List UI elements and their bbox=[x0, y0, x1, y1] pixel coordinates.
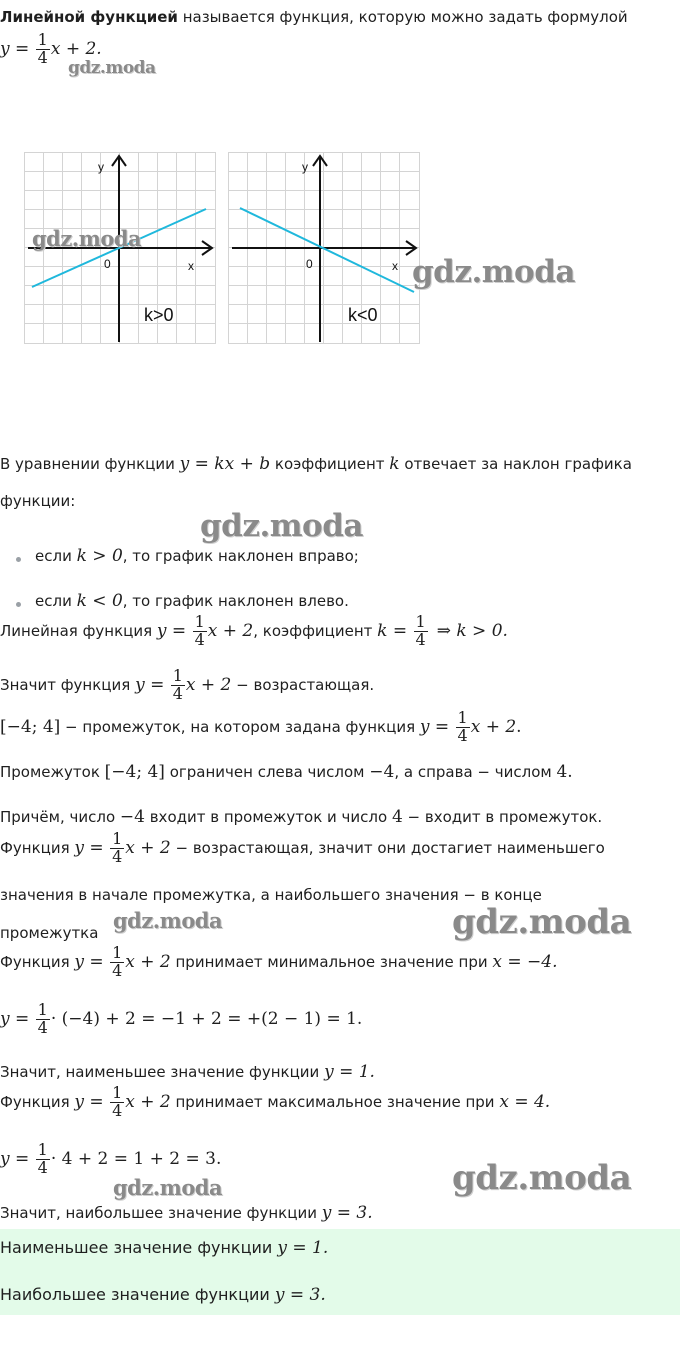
fraction bbox=[171, 668, 185, 703]
step-text: − входит в промежуток. bbox=[402, 808, 603, 826]
math: [−4; 4] bbox=[0, 716, 61, 737]
fraction-num: 1 bbox=[112, 943, 123, 962]
answer-min bbox=[0, 1238, 328, 1258]
fraction-den: 4 bbox=[415, 629, 426, 649]
slope-text: коэффициент bbox=[270, 455, 390, 473]
bullet-text: , то график наклонен влево. bbox=[122, 592, 349, 610]
watermark: gdz.moda bbox=[412, 254, 575, 290]
step-7 bbox=[0, 945, 558, 980]
step-text: принимает минимальное значение при bbox=[170, 952, 493, 971]
step-text: принимает максимальное значение при bbox=[170, 1092, 500, 1111]
bullet-dot bbox=[16, 557, 21, 562]
step-text: − возрастающая, значит они достагиет наименьшего bbox=[170, 838, 605, 857]
math: [−4; 4] bbox=[104, 762, 165, 782]
step-9 bbox=[0, 1062, 375, 1082]
step-5 bbox=[0, 807, 602, 827]
step-text: входит в промежуток и число bbox=[144, 808, 392, 826]
axis-y-label: y bbox=[98, 160, 104, 174]
watermark: gdz.moda bbox=[32, 226, 142, 251]
bullet-dot bbox=[16, 602, 21, 607]
step-text: Значит, наибольшее значение функции bbox=[0, 1204, 322, 1222]
fraction-den: 4 bbox=[194, 629, 205, 649]
intro-text: называется функция, которую можно задать формулой bbox=[177, 8, 628, 26]
axis-x-label: x bbox=[392, 259, 398, 273]
step-text: Функция bbox=[0, 838, 75, 857]
step-4 bbox=[0, 762, 573, 782]
origin-label: 0 bbox=[306, 257, 313, 271]
axis-y-label: y bbox=[302, 160, 308, 174]
math: y = bbox=[419, 716, 455, 737]
step-text: Функция bbox=[0, 952, 75, 971]
math: y = bbox=[156, 620, 192, 641]
step-text: Функция bbox=[0, 1092, 75, 1111]
step-6 bbox=[0, 831, 605, 866]
step-text: ограничен слева числом bbox=[164, 763, 370, 781]
math: x = −4. bbox=[492, 951, 558, 972]
step-text: Значит, наименьшее значение функции bbox=[0, 1063, 325, 1081]
intro-bold: Линейной функцией bbox=[0, 8, 178, 26]
fraction bbox=[110, 831, 124, 866]
formula-lhs: y = bbox=[0, 38, 35, 59]
step-12 bbox=[0, 1203, 373, 1223]
math: y = bbox=[74, 1091, 110, 1112]
step-text: Промежуток bbox=[0, 763, 105, 781]
math: 4. bbox=[556, 762, 573, 782]
answer-text: Наименьшее значение функции bbox=[0, 1238, 278, 1257]
fraction bbox=[414, 614, 428, 649]
step-text: − промежуток, на котором задана функция bbox=[60, 717, 420, 736]
fraction bbox=[110, 945, 124, 980]
slope-text: В уравнении функции bbox=[0, 455, 180, 473]
watermark: gdz.moda bbox=[200, 508, 363, 544]
fraction-num: 1 bbox=[194, 612, 205, 631]
step-10 bbox=[0, 1085, 550, 1120]
fraction bbox=[456, 710, 470, 745]
math: x + 2 bbox=[125, 837, 171, 858]
formula-rhs: x + 2. bbox=[50, 38, 102, 59]
math: y = 3. bbox=[274, 1285, 326, 1305]
fraction-den: 4 bbox=[172, 683, 183, 703]
step-text: Линейная функция bbox=[0, 621, 157, 640]
bullet-text: если bbox=[35, 592, 77, 610]
fraction-num: 1 bbox=[457, 708, 468, 727]
math: −4 bbox=[119, 807, 145, 827]
slope-k: k bbox=[389, 454, 400, 474]
fraction-den: 4 bbox=[37, 1017, 48, 1037]
fraction bbox=[193, 614, 207, 649]
math: x + 2 bbox=[470, 716, 517, 737]
step-8 bbox=[0, 1002, 362, 1037]
intro-line bbox=[0, 8, 628, 26]
graph-label: k>0 bbox=[144, 305, 174, 325]
math: y = 1. bbox=[324, 1062, 375, 1082]
step-text: Причём, число bbox=[0, 808, 120, 826]
math: y = bbox=[74, 837, 110, 858]
bullet-condition: k < 0 bbox=[76, 591, 123, 611]
math: y = 1. bbox=[277, 1238, 329, 1258]
watermark: gdz.moda bbox=[113, 908, 223, 933]
fraction bbox=[36, 1142, 50, 1177]
step-6-cont: значения в начале промежутка, а наибольшего значения − в конце bbox=[0, 886, 542, 904]
graph-label: k<0 bbox=[348, 305, 378, 325]
fraction-num: 1 bbox=[37, 1000, 48, 1019]
answer-max bbox=[0, 1285, 326, 1305]
formula-fraction bbox=[36, 32, 50, 67]
fraction-den: 4 bbox=[37, 47, 48, 67]
watermark: gdz.moda bbox=[68, 58, 156, 78]
watermark: gdz.moda bbox=[113, 1175, 223, 1200]
slope-text: отвечает за наклон графика bbox=[399, 455, 632, 473]
math: k = bbox=[377, 620, 413, 641]
step-text: , а справа − числом bbox=[394, 763, 557, 781]
bullet-condition: k > 0 bbox=[76, 546, 123, 566]
math: x + 2 bbox=[125, 1091, 171, 1112]
step-text: , коэффициент bbox=[253, 621, 378, 640]
step-text: − возрастающая. bbox=[236, 675, 375, 694]
math: 4 bbox=[391, 807, 403, 827]
step-6-end: промежутка bbox=[0, 924, 99, 942]
fraction-num: 1 bbox=[37, 30, 48, 49]
step-2 bbox=[0, 668, 374, 703]
math: · (−4) + 2 = −1 + 2 = +(2 − 1) = 1. bbox=[50, 1008, 363, 1029]
fraction bbox=[36, 1002, 50, 1037]
bullet-text: если bbox=[35, 547, 77, 565]
math: y = bbox=[0, 1008, 35, 1029]
fraction-num: 1 bbox=[37, 1140, 48, 1159]
axis-x-label: x bbox=[188, 259, 194, 273]
fraction-num: 1 bbox=[112, 1083, 123, 1102]
math: y = bbox=[135, 674, 170, 695]
math: −4 bbox=[369, 762, 395, 782]
math: ⇒ k > 0. bbox=[436, 620, 508, 641]
origin-label: 0 bbox=[104, 257, 111, 271]
math: x + 2 bbox=[207, 620, 254, 641]
step-11 bbox=[0, 1142, 221, 1177]
bullet-text: , то график наклонен вправо; bbox=[122, 547, 359, 565]
bullet-item bbox=[35, 591, 349, 611]
fraction-den: 4 bbox=[112, 846, 123, 866]
fraction-den: 4 bbox=[112, 1100, 123, 1120]
step-1 bbox=[0, 614, 508, 649]
fraction-num: 1 bbox=[112, 829, 123, 848]
step-3: [−4; 4] − промежуток, на котором задана функция y = $\frac{1}{4}$ x + 2. bbox=[0, 708, 522, 745]
fraction-den: 4 bbox=[457, 725, 468, 745]
fraction-den: 4 bbox=[37, 1157, 48, 1177]
math: y = 3. bbox=[321, 1203, 373, 1223]
watermark: gdz.moda bbox=[452, 1158, 632, 1198]
math: y = bbox=[74, 951, 110, 972]
math: x = 4. bbox=[499, 1091, 551, 1112]
fraction-den: 4 bbox=[112, 960, 123, 980]
math: x + 2 bbox=[125, 951, 171, 972]
slope-line bbox=[0, 454, 632, 474]
math: y = bbox=[0, 1148, 35, 1169]
fraction bbox=[110, 1085, 124, 1120]
watermark: gdz.moda bbox=[452, 902, 632, 942]
step-text: Значит функция bbox=[0, 675, 136, 694]
math: x + 2 bbox=[185, 674, 232, 695]
fraction-num: 1 bbox=[415, 612, 426, 631]
math: · 4 + 2 = 1 + 2 = 3. bbox=[50, 1148, 222, 1169]
answer-text: Наибольшее значение функции bbox=[0, 1285, 275, 1304]
graph-k-negative bbox=[228, 152, 420, 344]
bullet-item bbox=[35, 546, 359, 566]
slope-line-2: функции: bbox=[0, 492, 76, 510]
fraction-num: 1 bbox=[172, 666, 183, 685]
slope-equation: y = kx + b bbox=[179, 454, 271, 474]
